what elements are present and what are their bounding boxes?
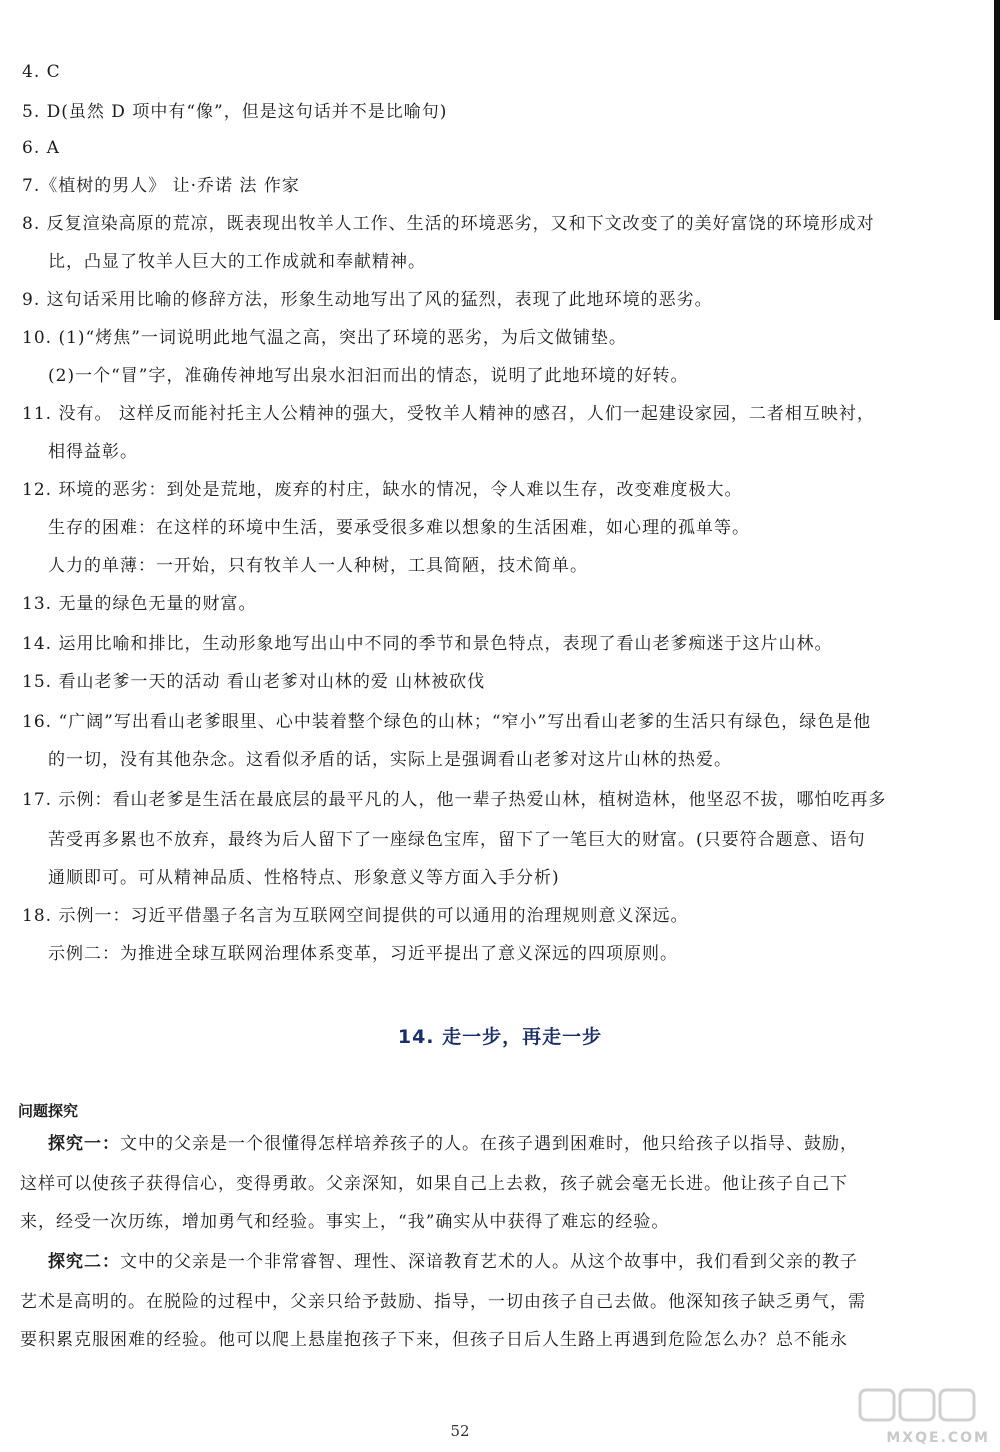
answer-line: 5. D(虽然 D 项中有“像”，但是这句话并不是比喻句) (22, 102, 448, 122)
answer-line: (2)一个“冒”字，准确传神地写出泉水汩汩而出的情态，说明了此地环境的好转。 (48, 366, 689, 386)
paragraph-line (0, 1132, 1000, 1156)
answer-line: 4. C (22, 62, 61, 82)
chapter-title: 14. 走一步，再走一步 (397, 1026, 603, 1048)
answer-line: 6. A (22, 138, 60, 158)
paragraph-line: 这样可以使孩子获得信心，变得勇敢。父亲深知，如果自己上去救，孩子就会毫无长进。他让孩子自己下 (20, 1174, 848, 1194)
answer-line: 生存的困难：在这样的环境中生活，要承受很多难以想象的生活困难，如心理的孤单等。 (48, 518, 750, 538)
paragraph-line: 来，经受一次历练，增加勇气和经验。事实上，“我”确实从中获得了难忘的经验。 (20, 1212, 670, 1232)
watermark-text: MXQE.COM (886, 1430, 990, 1446)
answer-line: 14. 运用比喻和排比，生动形象地写出山中不同的季节和景色特点，表现了看山老爹痴迷于这片山林。 (22, 634, 833, 654)
answer-line: 示例二：为推进全球互联网治理体系变革，习近平提出了意义深远的四项原则。 (48, 944, 678, 964)
paragraph-label: 探究一： (48, 1134, 120, 1154)
answer-line: 12. 环境的恶劣：到处是荒地，废弃的村庄，缺水的情况，令人难以生存，改变难度极大。 (22, 480, 743, 500)
paragraph-text: 文中的父亲是一个非常睿智、理性、深谙教育艺术的人。从这个故事中，我们看到父亲的教子 (120, 1252, 858, 1272)
paragraph-line: 艺术是高明的。在脱险的过程中，父亲只给予鼓励、指导，一切由孩子自己去做。他深知孩子缺乏勇气，需 (20, 1292, 866, 1312)
answer-line: 17. 示例：看山老爹是生活在最底层的最平凡的人，他一辈子热爱山林，植树造林，他坚忍不拔，哪怕吃再多 (22, 790, 887, 810)
answer-line: 相得益彰。 (48, 442, 138, 462)
answer-line: 9. 这句话采用比喻的修辞方法，形象生动地写出了风的猛烈，表现了此地环境的恶劣。 (22, 290, 713, 310)
section-heading: 问题探究 (18, 1102, 79, 1120)
paragraph-line (0, 1250, 1000, 1274)
answer-line: 8. 反复渲染高原的荒凉，既表现出牧羊人工作、生活的环境恶劣，又和下文改变了的美好富饶的环境形成对 (22, 214, 875, 234)
watermark-logo (830, 1386, 990, 1446)
answer-line: 10. (1)“烤焦”一词说明此地气温之高，突出了环境的恶劣，为后文做铺垫。 (22, 328, 627, 348)
answer-line: 苦受再多累也不放弃，最终为后人留下了一座绿色宝库，留下了一笔巨大的财富。(只要符合题意、语句 (48, 830, 866, 850)
answer-line: 的一切，没有其他杂念。这看似矛盾的话，实际上是强调看山老爹对这片山林的热爱。 (48, 750, 732, 770)
answer-line: 13. 无量的绿色无量的财富。 (22, 594, 257, 614)
paragraph-line: 要积累克服困难的经验。他可以爬上悬崖抱孩子下来，但孩子日后人生路上再遇到危险怎么办？总不能永 (20, 1330, 848, 1350)
page-number: 52 (450, 1422, 470, 1440)
answer-line: 人力的单薄：一开始，只有牧羊人一人种树，工具简陋，技术简单。 (48, 556, 588, 576)
answer-line: 比，凸显了牧羊人巨大的工作成就和奉献精神。 (48, 252, 426, 272)
answer-line: 18. 示例一：习近平借墨子名言为互联网空间提供的可以通用的治理规则意义深远。 (22, 906, 689, 926)
answer-line: 15. 看山老爹一天的活动 看山老爹对山林的爱 山林被砍伐 (22, 672, 486, 692)
answer-line: 11. 没有。 这样反而能衬托主人公精神的强大，受牧羊人精神的感召，人们一起建设家园，二者相互映衬， (22, 404, 875, 424)
answer-line: 16. “广阔”写出看山老爹眼里、心中装着整个绿色的山林；“窄小”写出看山老爹的生活只有绿色，绿色是他 (22, 712, 872, 732)
paragraph-label: 探究二： (48, 1252, 120, 1272)
answer-line: 7.《植树的男人》 让·乔诺 法 作家 (22, 176, 300, 196)
paragraph-text: 文中的父亲是一个很懂得怎样培养孩子的人。在孩子遇到困难时，他只给孩子以指导、鼓励， (120, 1134, 858, 1154)
answer-line: 通顺即可。可从精神品质、性格特点、形象意义等方面入手分析) (48, 868, 560, 888)
